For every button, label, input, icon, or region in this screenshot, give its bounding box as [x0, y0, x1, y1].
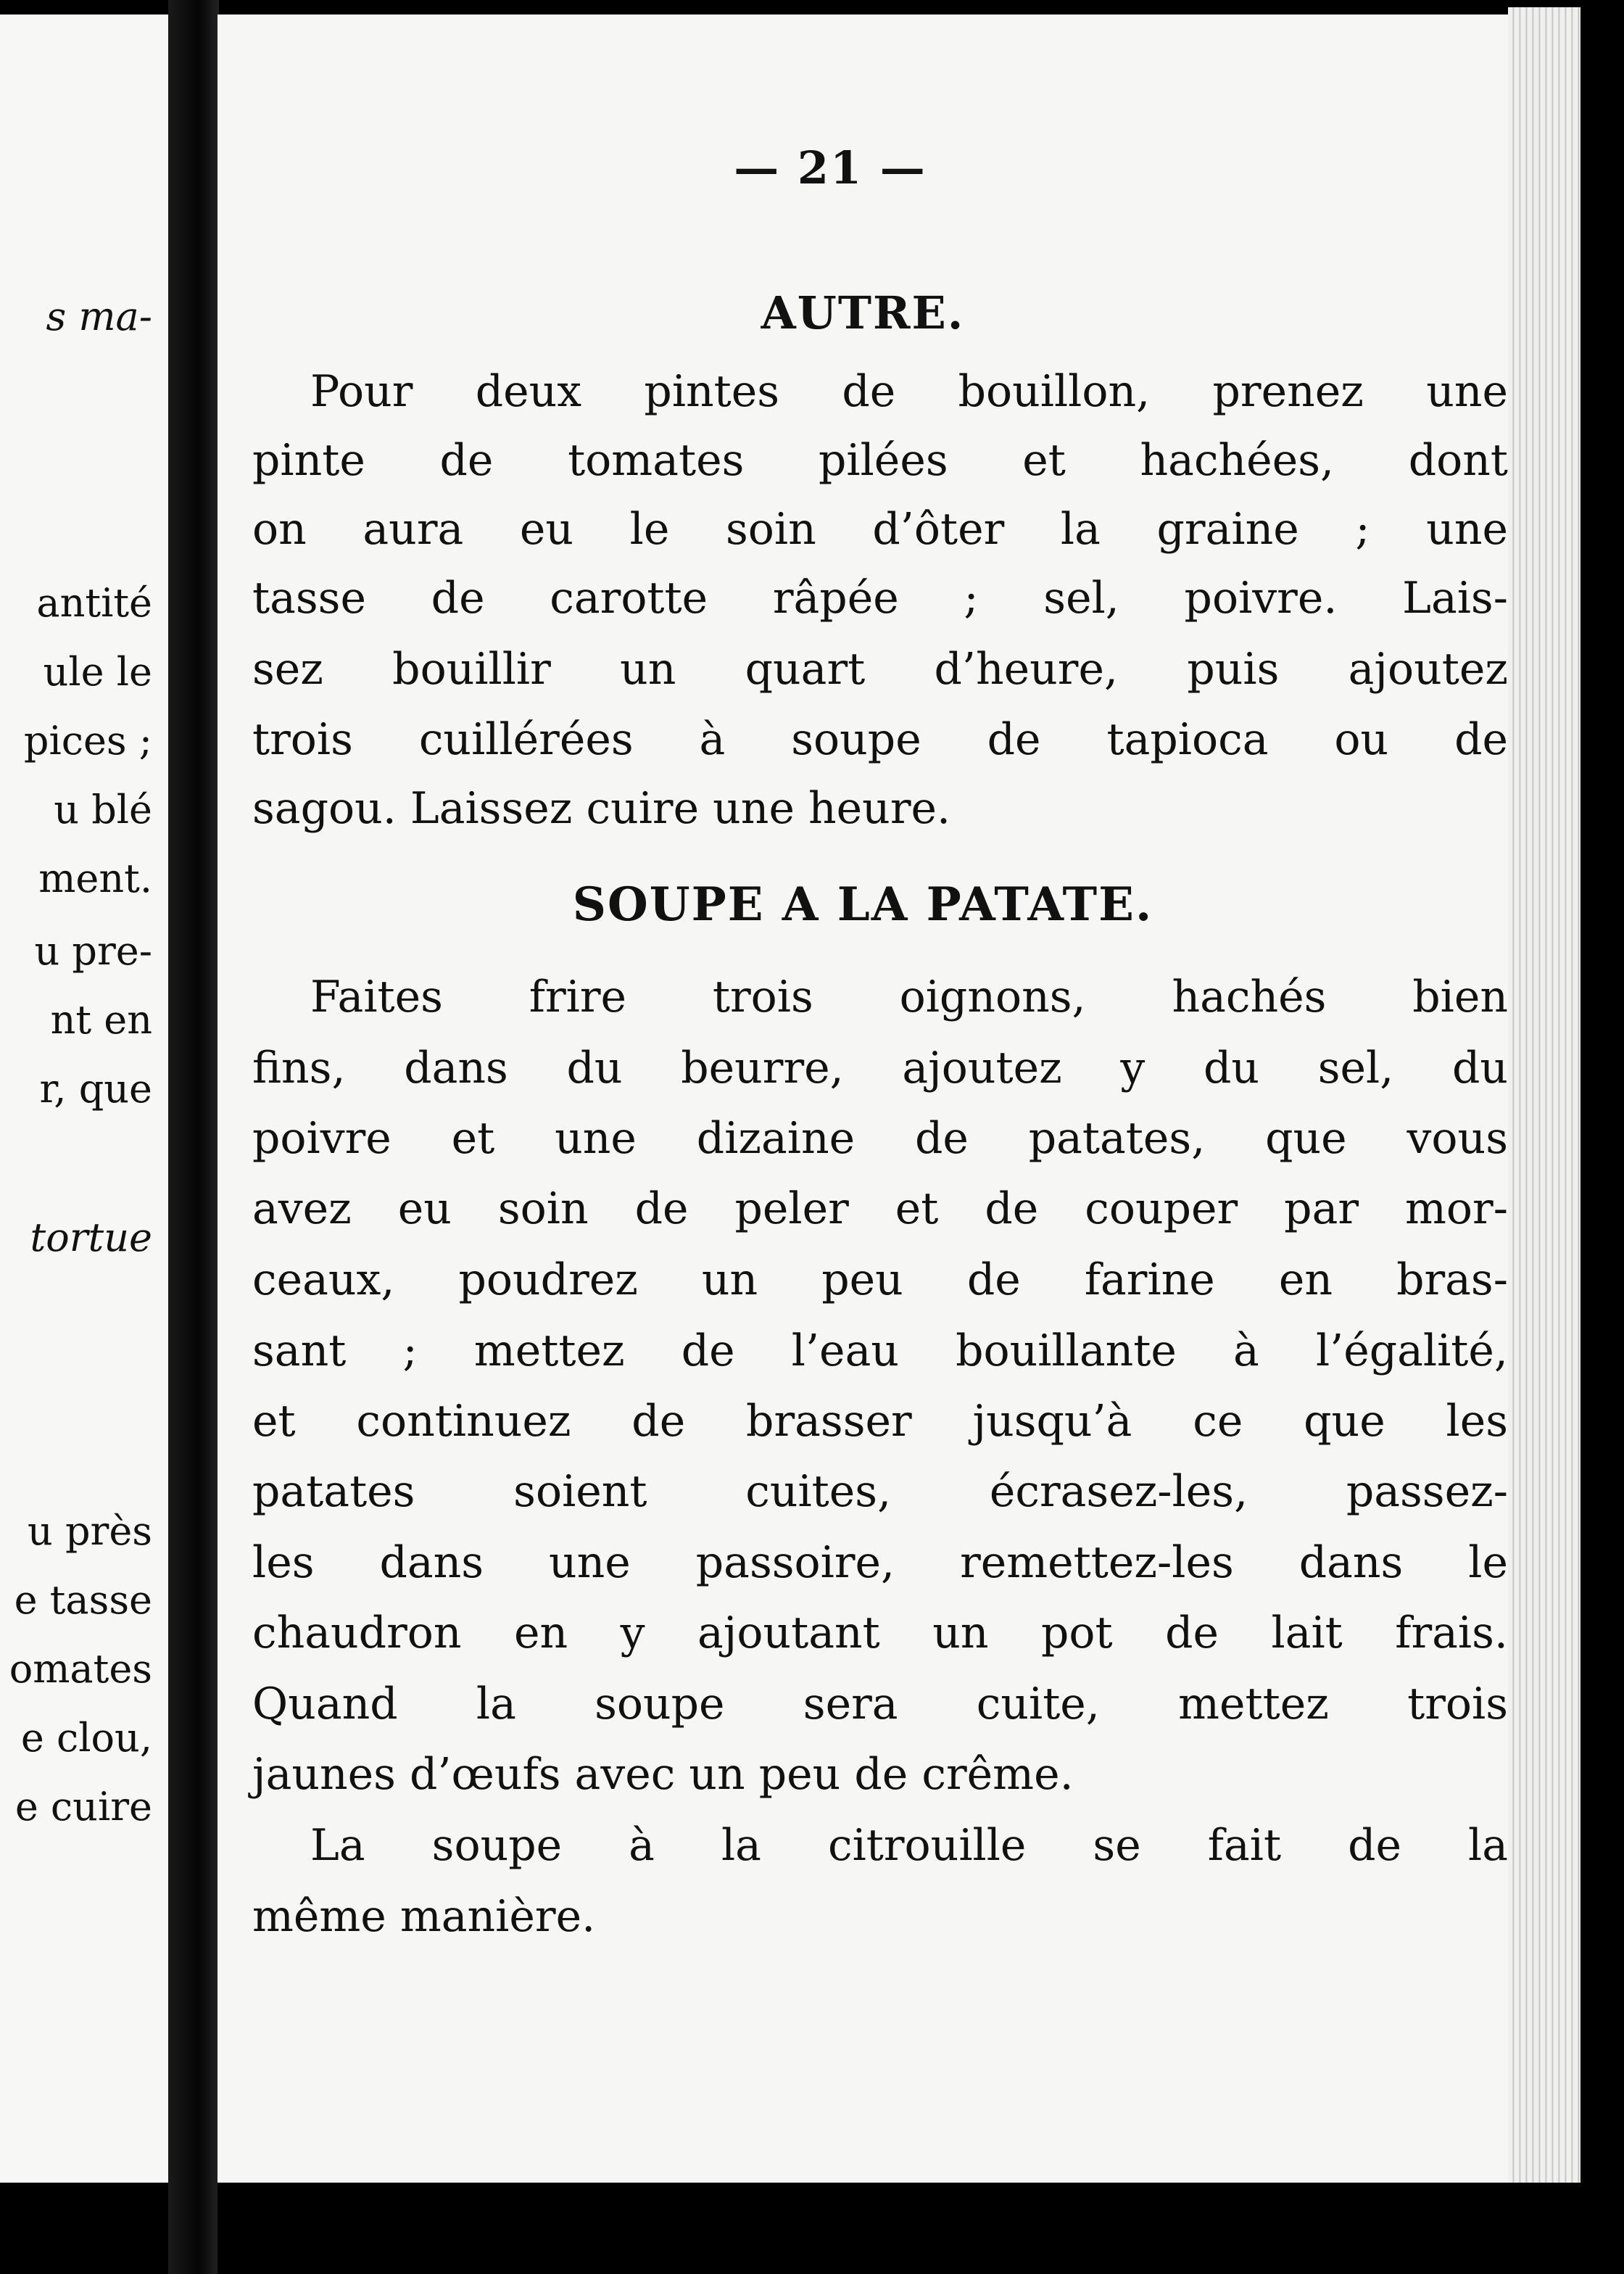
- left-page-line: u près: [28, 1508, 152, 1554]
- book-gutter: [168, 0, 219, 2274]
- text-line: sant ; mettez de l’eau bouillante à l’égalité,: [252, 1326, 1508, 1376]
- text-line: chaudron en y ajoutant un pot de lait frais.: [252, 1608, 1508, 1658]
- left-page-line: u pre-: [34, 928, 152, 974]
- text-line: patates soient cuites, écrasez-les, passez-: [252, 1466, 1508, 1517]
- section-heading-soupe-a-la-patate: SOUPE A LA PATATE.: [572, 877, 1153, 932]
- text-line: pinte de tomates pilées et hachées, dont: [252, 435, 1508, 486]
- left-page-line: ment.: [38, 856, 152, 901]
- previous-page: [0, 15, 168, 2183]
- left-page-line: e cuire: [14, 1784, 152, 1829]
- left-page-line: s ma-: [46, 294, 152, 339]
- left-page-line: u blé: [54, 787, 152, 832]
- left-page-line: pices ;: [23, 718, 152, 764]
- text-line: sez bouillir un quart d’heure, puis ajoutez: [252, 644, 1508, 695]
- page-edges: [1508, 7, 1580, 2183]
- text-line: et continuez de brasser jusqu’à ce que les: [252, 1396, 1508, 1447]
- section-heading-autre: AUTRE.: [761, 286, 965, 339]
- page: [218, 15, 1515, 2183]
- text-line: La soupe à la citrouille se fait de la: [310, 1820, 1508, 1871]
- text-line: on aura eu le soin d’ôter la graine ; une: [252, 504, 1508, 555]
- text-line: poivre et une dizaine de patates, que vous: [252, 1113, 1508, 1164]
- page-number: — 21 —: [734, 141, 927, 194]
- left-page-line: e clou,: [20, 1715, 152, 1761]
- text-line: fins, dans du beurre, ajoutez y du sel, du: [252, 1043, 1508, 1093]
- text-line: même manière.: [252, 1891, 596, 1942]
- text-line: jaunes d’œufs avec un peu de crême.: [252, 1749, 1074, 1800]
- left-page-line: omates: [9, 1646, 152, 1692]
- text-line: trois cuillérées à soupe de tapioca ou de: [252, 714, 1508, 765]
- text-line: les dans une passoire, remettez-les dans le: [252, 1537, 1508, 1588]
- text-line: Faites frire trois oignons, hachés bien: [310, 972, 1508, 1022]
- text-line: ceaux, poudrez un peu de farine en bras-: [252, 1254, 1508, 1305]
- left-page-line: nt en: [50, 997, 152, 1043]
- left-page-line: ule le: [43, 649, 152, 695]
- text-line: Quand la soupe sera cuite, mettez trois: [252, 1679, 1508, 1729]
- text-line: tasse de carotte râpée ; sel, poivre. Lais-: [252, 573, 1508, 624]
- left-page-line: e tasse: [14, 1577, 152, 1623]
- text-line: Pour deux pintes de bouillon, prenez une: [310, 366, 1508, 417]
- left-page-line: tortue: [30, 1215, 152, 1260]
- bottom-shadow: [218, 2183, 1580, 2274]
- left-page-line: r, que: [39, 1066, 152, 1112]
- text-line: avez eu soin de peler et de couper par mor-: [252, 1183, 1508, 1234]
- text-line: sagou. Laissez cuire une heure.: [252, 783, 951, 834]
- left-page-line: antité: [36, 580, 152, 626]
